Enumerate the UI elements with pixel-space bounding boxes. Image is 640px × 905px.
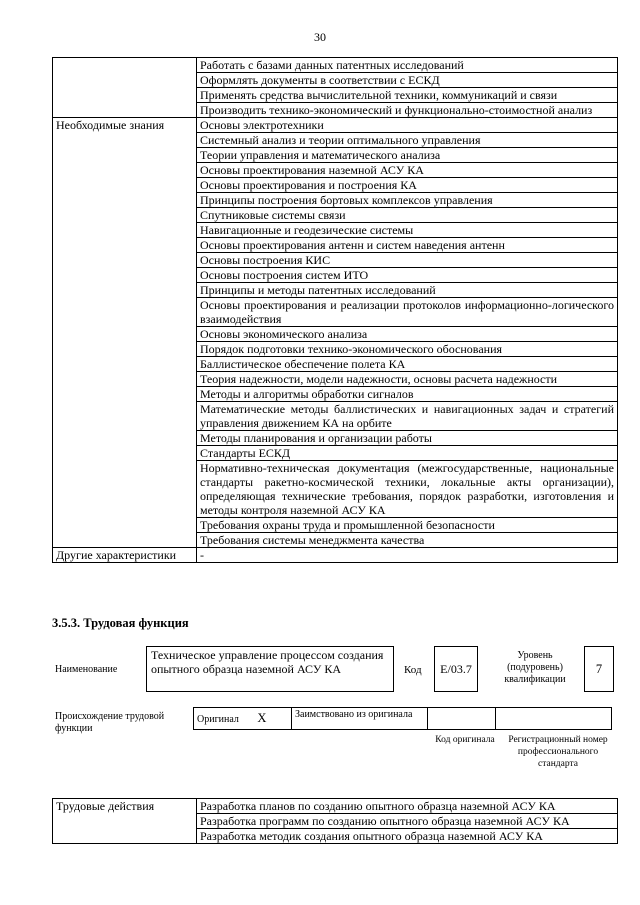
skills-item: Работать с базами данных патентных исследований xyxy=(197,58,618,73)
section-heading: 3.5.3. Трудовая функция xyxy=(52,616,189,630)
action-item: Разработка планов по созданию опытного образца наземной АСУ КА xyxy=(197,799,618,814)
code-box xyxy=(434,646,478,692)
knowledge-item: Принципы построения бортовых комплексов управления xyxy=(197,193,618,208)
reg-number-caption: Регистрационный номер профессионального стандарта xyxy=(508,735,608,769)
knowledge-item: Основы проектирования и построения КА xyxy=(197,178,618,193)
original-mark: X xyxy=(257,711,267,725)
function-name-value: Техническое управление процессом создания опытного образца наземной АСУ КА xyxy=(151,648,384,676)
knowledge-item: Принципы и методы патентных исследований xyxy=(197,283,618,298)
knowledge-item: Теория надежности, модели надежности, основы расчета надежности xyxy=(197,372,618,387)
knowledge-item: Спутниковые системы связи xyxy=(197,208,618,223)
knowledge-item: Основы проектирования наземной АСУ КА xyxy=(197,163,618,178)
knowledge-item: Системный анализ и теории оптимального управления xyxy=(197,133,618,148)
knowledge-label: Необходимые знания xyxy=(53,118,197,548)
name-label: Наименование xyxy=(55,664,118,675)
knowledge-item: Методы планирования и организации работы xyxy=(197,431,618,446)
knowledge-item: Стандарты ЕСКД xyxy=(197,446,618,461)
knowledge-item: Теории управления и математического анализа xyxy=(197,148,618,163)
knowledge-item: Порядок подготовки технико-экономического обоснования xyxy=(197,342,618,357)
skills-item: Оформлять документы в соответствии с ЕСКД xyxy=(197,73,618,88)
knowledge-item: Требования охраны труда и промышленной безопасности xyxy=(197,518,618,533)
knowledge-item: Основы построения КИС xyxy=(197,253,618,268)
level-box xyxy=(584,646,614,692)
skills-item: Производить технико-экономический и функционально-стоимостной анализ xyxy=(197,103,618,118)
knowledge-item: Навигационные и геодезические системы xyxy=(197,223,618,238)
code-value: E/03.7 xyxy=(440,662,472,676)
original-label: Оригинал xyxy=(197,714,239,725)
knowledge-item: Основы экономического анализа xyxy=(197,327,618,342)
borrowed-label: Заимствовано из оригинала xyxy=(295,709,413,720)
knowledge-item: Основы электротехники xyxy=(197,118,618,133)
level-value: 7 xyxy=(595,662,603,676)
origin-table xyxy=(193,707,612,730)
knowledge-item: Математические методы баллистических и навигационных задач и стратегий управления движением КА на орбите xyxy=(197,402,618,431)
skills-item: Применять средства вычислительной техники, коммуникаций и связи xyxy=(197,88,618,103)
table-row xyxy=(53,548,618,563)
level-label: Уровень (подуровень) квалификации xyxy=(504,650,566,685)
table-row xyxy=(53,799,618,814)
table-row xyxy=(53,118,618,133)
other-label: Другие характеристики xyxy=(53,548,197,563)
action-item: Разработка программ по созданию опытного образца наземной АСУ КА xyxy=(197,814,618,829)
labor-actions-table xyxy=(52,798,618,844)
knowledge-item: Основы проектирования и реализации протоколов информационно-логического взаимодействия xyxy=(197,298,618,327)
knowledge-item: Баллистическое обеспечение полета КА xyxy=(197,357,618,372)
other-value: - xyxy=(197,548,618,563)
page-number: 30 xyxy=(314,30,326,44)
code-label: Код xyxy=(404,664,422,676)
table-row xyxy=(53,58,618,73)
competency-table xyxy=(52,57,618,563)
action-item: Разработка методик создания опытного образца наземной АСУ КА xyxy=(197,829,618,844)
function-name-box xyxy=(146,646,394,692)
knowledge-item: Основы построения систем ИТО xyxy=(197,268,618,283)
skills-label-cell xyxy=(53,58,197,118)
actions-label: Трудовые действия xyxy=(53,799,197,844)
knowledge-item: Методы и алгоритмы обработки сигналов xyxy=(197,387,618,402)
knowledge-item: Основы проектирования антенн и систем наведения антенн xyxy=(197,238,618,253)
origin-label: Происхождение трудовой функции xyxy=(55,711,165,734)
knowledge-item: Нормативно-техническая документация (межгосударственные, национальные стандарты ракетно-космической техники, локальные акты организации), определяющая технические требования, порядок разработки, изготовления и методы контроля наземной АСУ КА xyxy=(197,461,618,518)
knowledge-item: Требования системы менеджмента качества xyxy=(197,533,618,548)
code-original-caption: Код оригинала xyxy=(435,735,495,745)
